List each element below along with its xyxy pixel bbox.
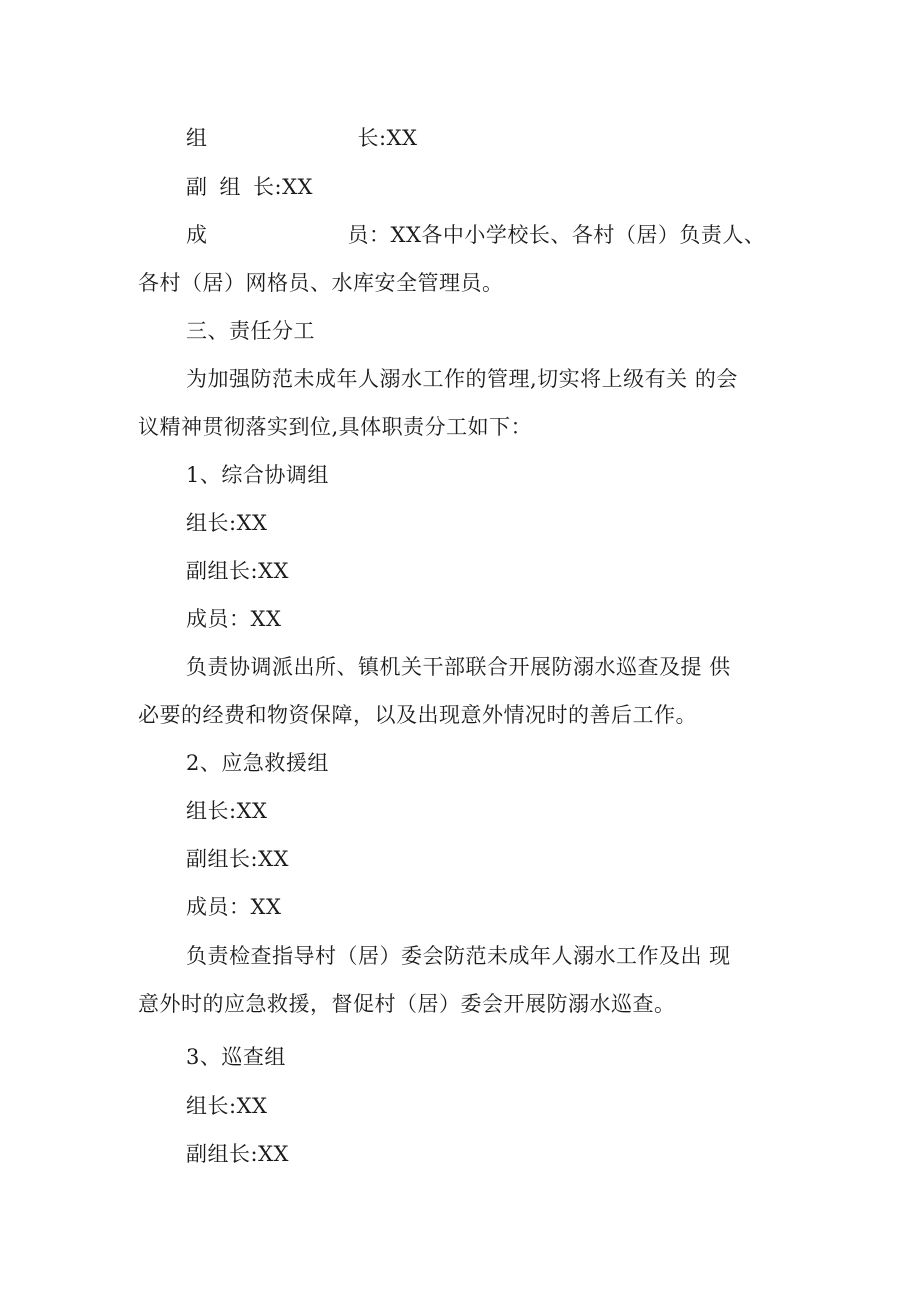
group-deputy: 副组长:XX bbox=[186, 1142, 289, 1166]
leader-line bbox=[186, 124, 836, 152]
members-text: 员：XX各中小学校长、各村（居）负责人、 bbox=[347, 223, 766, 247]
group-leader: 组长:XX bbox=[186, 1094, 268, 1118]
section-heading: 三、责任分工 bbox=[186, 319, 315, 343]
leader-char-1: 组 bbox=[186, 126, 208, 150]
group-leader: 组长:XX bbox=[186, 799, 268, 823]
group-members: 成员：XX bbox=[186, 895, 282, 919]
group-heading: 3、巡查组 bbox=[186, 1045, 286, 1069]
deputy-leader-line bbox=[186, 173, 836, 201]
deputy-char-2: 组 bbox=[219, 175, 241, 199]
deputy-char-3: 长:XX bbox=[253, 175, 313, 199]
paragraph-line: 负责检查指导村（居）委会防范未成年人溺水工作及出 现 bbox=[186, 944, 731, 968]
group-deputy: 副组长:XX bbox=[186, 559, 289, 583]
deputy-char-1: 副 bbox=[186, 175, 208, 199]
group-leader: 组长:XX bbox=[186, 511, 268, 535]
paragraph-line: 议精神贯彻落实到位,具体职责分工如下： bbox=[138, 415, 533, 439]
group-heading: 2、应急救援组 bbox=[186, 751, 329, 775]
paragraph-line: 必要的经费和物资保障，以及出现意外情况时的善后工作。 bbox=[138, 703, 697, 727]
paragraph-line: 为加强防范未成年人溺水工作的管理,切实将上级有关 的会 bbox=[186, 367, 738, 391]
group-deputy: 副组长:XX bbox=[186, 847, 289, 871]
members-line bbox=[186, 221, 836, 249]
paragraph-line: 负责协调派出所、镇机关干部联合开展防溺水巡查及提 供 bbox=[186, 655, 731, 679]
group-members: 成员：XX bbox=[186, 607, 282, 631]
paragraph-line: 意外时的应急救援，督促村（居）委会开展防溺水巡查。 bbox=[138, 992, 676, 1016]
leader-char-2: 长:XX bbox=[357, 126, 418, 150]
group-heading: 1、综合协调组 bbox=[186, 463, 329, 487]
members-line-cont: 各村（居）网格员、水库安全管理员。 bbox=[138, 271, 504, 295]
members-char-1: 成 bbox=[186, 223, 208, 247]
